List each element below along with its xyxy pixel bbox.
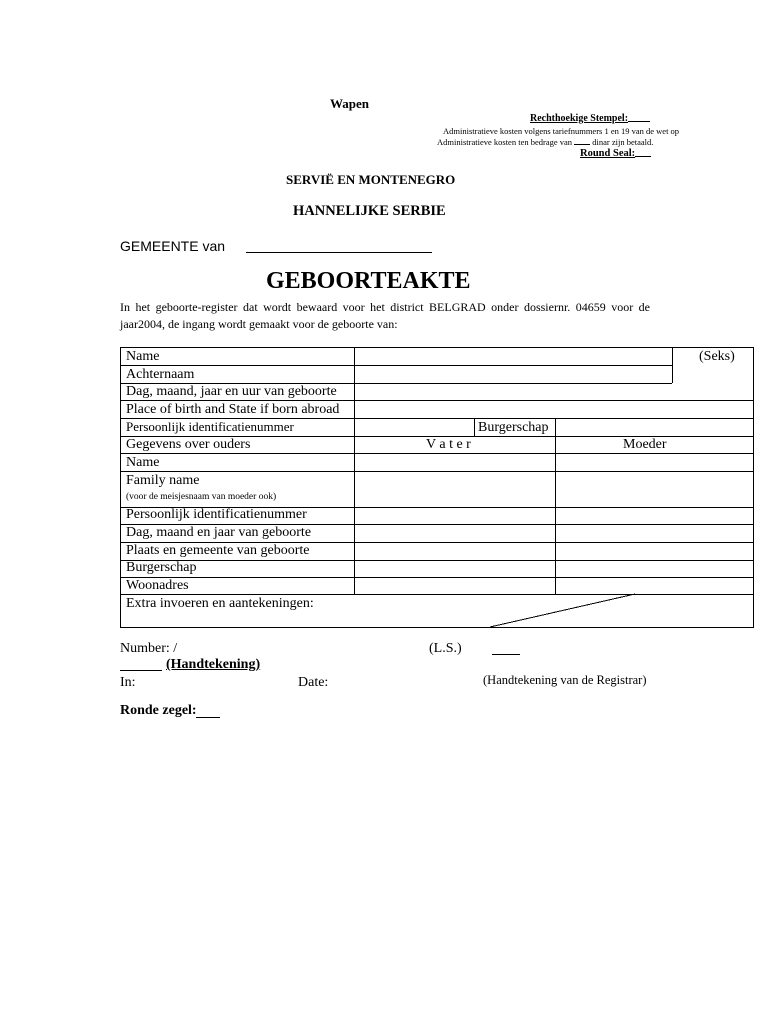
- parent-row-family-name: Family name: [126, 473, 200, 488]
- round-seal-text: Round Seal:: [580, 148, 636, 159]
- admin-costs-text-a: Administratieve kosten ten bedrage van: [437, 137, 573, 147]
- column-header-mother: Moeder: [623, 437, 667, 452]
- row-label-achternaam: Achternaam: [126, 367, 195, 382]
- admin-costs-line-2: [437, 137, 653, 147]
- row-label-place-of-birth: Place of birth and State if born abroad: [126, 402, 340, 417]
- signature-label: (Handtekening): [166, 657, 261, 672]
- admin-costs-line-1: Administratieve kosten volgens tariefnummers 1 en 19 van de wet op: [443, 126, 680, 136]
- amount-line: [574, 144, 590, 145]
- column-header-father: V a t e r: [426, 437, 471, 452]
- parent-row-personal-id: Persoonlijk identificatienummer: [126, 507, 307, 522]
- stamp-line: [628, 121, 650, 122]
- stamp-title: [530, 113, 650, 124]
- row-label-seks: (Seks): [699, 349, 735, 364]
- birth-record-table: [120, 347, 754, 628]
- admin-costs-text-b: dinar zijn betaald.: [592, 137, 654, 147]
- parent-row-name: Name: [126, 455, 160, 470]
- row-label-date-of-birth: Dag, maand, jaar en uur van geboorte: [126, 384, 337, 399]
- row-label-citizenship: Burgerschap: [478, 420, 549, 435]
- document-title: GEBOORTEAKTE: [266, 268, 471, 294]
- intro-paragraph: In het geboorte-register dat wordt bewaard voor het district BELGRAD onder dossiernr. 04659 voor de jaar2004, de ingang wordt gemaakt voor de geboorte van:: [120, 300, 650, 331]
- parent-row-date-of-birth: Dag, maand en jaar van geboorte: [126, 525, 312, 540]
- municipality-field-line: [246, 252, 432, 253]
- round-seal-footer-label: Ronde zegel:: [120, 703, 197, 718]
- parent-row-family-note: (voor de meisjesnaam van moeder ook): [126, 492, 277, 502]
- municipality-label: GEMEENTE van: [120, 238, 226, 254]
- round-seal-label: [580, 148, 651, 159]
- coat-of-arms-label: Wapen: [330, 96, 370, 111]
- kingdom-heading: HANNELIJKE SERBIE: [293, 203, 446, 219]
- stamp-title-text: Rechthoekige Stempel:: [530, 113, 629, 124]
- in-label: In:: [120, 675, 136, 690]
- date-label: Date:: [298, 675, 329, 690]
- round-seal-footer-line: [196, 717, 220, 718]
- number-label: Number: /: [120, 641, 178, 656]
- row-label-parents-data: Gegevens over ouders: [126, 437, 251, 452]
- signature-line: [120, 670, 162, 671]
- parent-row-citizenship: Burgerschap: [126, 560, 197, 575]
- round-seal-line: [635, 156, 651, 157]
- registrar-signature-label: (Handtekening van de Registrar): [483, 673, 647, 687]
- row-label-name: Name: [126, 349, 160, 364]
- ls-field-line: [492, 654, 520, 655]
- country-heading: SERVIË EN MONTENEGRO: [286, 172, 456, 187]
- parent-row-address: Woonadres: [126, 578, 189, 593]
- row-label-extra-notes: Extra invoeren en aantekeningen:: [126, 596, 314, 611]
- ls-label: (L.S.): [429, 641, 462, 656]
- parent-row-place-of-birth: Plaats en gemeente van geboorte: [126, 543, 310, 558]
- row-label-personal-id: Persoonlijk identificatienummer: [126, 419, 294, 434]
